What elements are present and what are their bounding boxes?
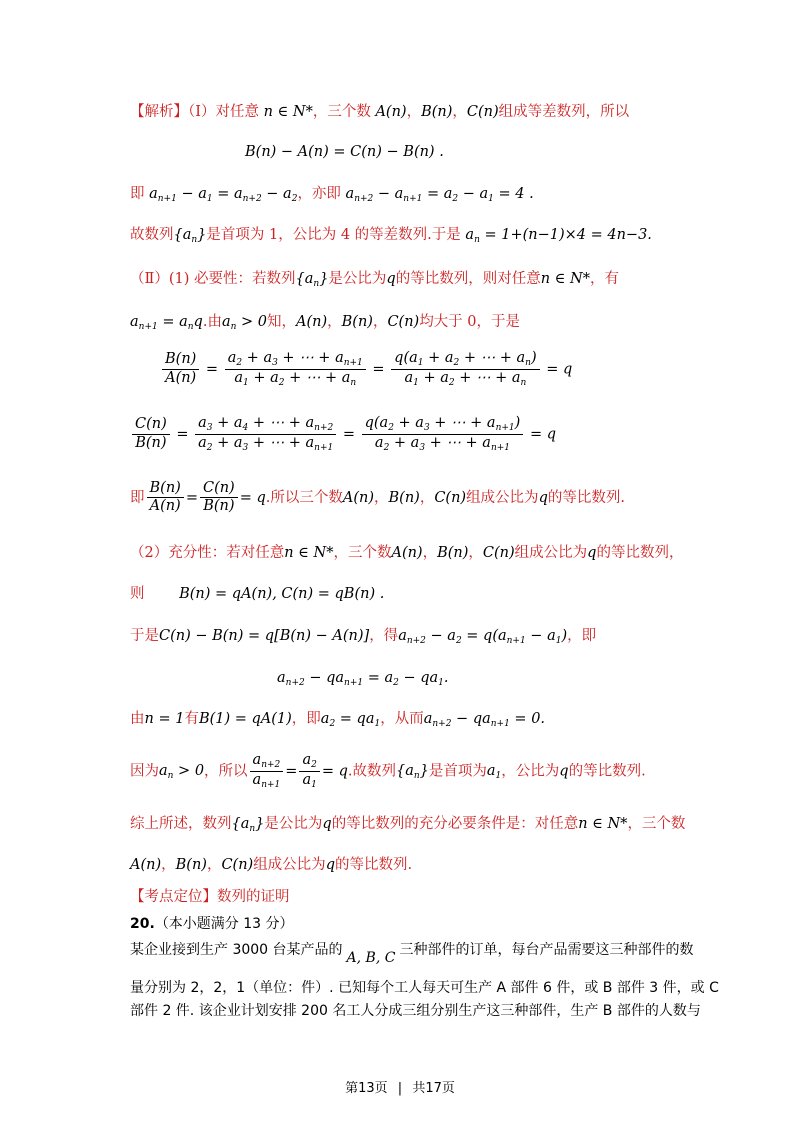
problem-20-line-2 <box>130 980 719 997</box>
sufficiency-line-6: 因为$a_n > 0$，所以 $\frac{a_{n+2}}{a_{n+1}}$ = $\frac{a_2}{a_1}$ = q.故数列$\{a_n\}$是首项为$a_1$，公比为q的等比数列. <box>130 752 646 790</box>
math: q <box>322 816 332 832</box>
math: q <box>386 271 396 287</box>
math: C(n) − B(n) = q[B(n) − A(n)] <box>159 628 370 644</box>
text: 是首项为 <box>428 763 487 780</box>
math: C(n) <box>466 104 499 120</box>
text: 均大于 0，于是 <box>419 314 521 330</box>
text: ，即 <box>291 711 321 727</box>
text: 组成公比为 <box>253 857 326 873</box>
math: q <box>325 857 335 873</box>
separator: | <box>397 1081 403 1096</box>
math: B(n) = qA(n), C(n) = qB(n) . <box>179 586 385 602</box>
math: C(n) <box>387 314 420 330</box>
text: 即 <box>130 489 145 506</box>
text: 三种部件的订单，每台产品需要这三种部件的数 <box>399 942 694 958</box>
text: 故数列 <box>130 227 174 243</box>
text: ，所以 <box>204 763 248 780</box>
equation-2 <box>277 670 449 689</box>
fraction: $\frac{C(n)}{B(n)}$ <box>200 480 238 516</box>
text: 知， <box>267 314 296 330</box>
text: 组成公比为 <box>466 489 539 506</box>
math: A, B, C <box>346 950 396 966</box>
page-footer <box>0 1077 800 1096</box>
conclusion-line-2: A(n)，B(n)，C(n)组成公比为q的等比数列. <box>130 857 413 873</box>
equation-1 <box>245 144 444 161</box>
sufficiency-line-3 <box>130 628 596 647</box>
math: A(n) <box>296 314 328 330</box>
math: $a_{n+2} - a_{n+1} = a_2 - a_1 = 4$ . <box>345 186 534 204</box>
fraction: $\frac{C(n)}{B(n)}$ <box>132 416 170 452</box>
math: $a_1$ <box>486 763 502 782</box>
problem-20-line-1 <box>130 942 694 966</box>
text: （Ⅱ）(1) 必要性：若数列 <box>130 271 296 287</box>
text: ，得 <box>369 628 399 644</box>
solution-line-1: 【解析】（Ⅰ）对任意 n ∈ N*，三个数 A(n)，B(n)，C(n)组成等差数列，所以 <box>130 104 630 120</box>
necessity-conclusion: 即 $\frac{B(n)}{A(n)}$ = $\frac{C(n)}{B(n)}$ = q.所以三个数A(n)，B(n)，C(n)组成公比为q的等比数列. <box>130 480 625 515</box>
math: B(n) <box>341 314 373 330</box>
necessity-head <box>130 271 619 290</box>
text: ，从而 <box>380 711 424 727</box>
text: ，亦即 <box>297 186 341 202</box>
math: $a_{n+1} - a_1 = a_{n+2} - a_2$ <box>149 186 298 204</box>
problem-score: （本小题满分 13 分） <box>154 916 294 932</box>
text: 则 <box>130 586 145 602</box>
kaodian-text: 数列的证明 <box>217 889 290 905</box>
ratio-equation-2: $\frac{C(n)}{B(n)}$ = $\frac{a_3 + a_4 + \cdots + a_{n+2}}{a_2 + a_3 + \cdots + a_{n+1}}$ = $\frac{q(a_2 + a_3 + \cdots + a_{n+1})}{a_2 + a_3 + \cdots + a_{n+1}}$ = q <box>130 415 556 454</box>
text: ，三个数 <box>627 816 686 832</box>
math: B(n) <box>421 104 453 120</box>
problem-number: 20. <box>130 916 155 932</box>
fraction: $\frac{q(a_1 + a_2 + \cdots + a_n)}{a_1 + a_2 + \cdots + a_n}$ <box>391 350 539 389</box>
text: （Ⅰ）对任意 <box>188 104 259 120</box>
math: $a_n > 0$ <box>221 314 267 332</box>
math: A(n) <box>342 489 374 506</box>
analysis-tag: 【解析】 <box>130 104 188 120</box>
math: $a_n = 1+(n-1)\times 4 = 4n-3$. <box>465 227 652 245</box>
text: .所以三个数 <box>265 489 343 506</box>
text: 是公比为 <box>264 816 323 832</box>
text: 于是 <box>130 628 159 644</box>
kaodian-line <box>130 889 290 906</box>
math: n ∈ N* <box>284 545 334 561</box>
text: 由 <box>130 711 145 727</box>
problem-20-header <box>130 916 294 933</box>
math: B(1) = qA(1) <box>198 711 292 727</box>
text: .由 <box>202 314 222 330</box>
text: 的等比数列. <box>547 489 625 506</box>
fraction: $\frac{a_2 + a_3 + \cdots + a_{n+1}}{a_1 + a_2 + \cdots + a_n}$ <box>225 350 366 389</box>
sufficiency-line-5 <box>130 711 545 730</box>
kaodian-tag: 【考点定位】 <box>130 889 217 905</box>
text: .故数列 <box>347 763 396 780</box>
math: n ∈ N* <box>578 816 628 832</box>
text: 的等比数列，则对任意 <box>395 271 541 287</box>
text: 某企业接到生产 3000 台某产品的 <box>130 942 343 958</box>
math: q <box>587 545 597 561</box>
fraction: $\frac{a_{n+2}}{a_{n+1}}$ <box>250 752 284 791</box>
text: 有 <box>184 711 199 727</box>
text: 即 <box>130 186 145 202</box>
conclusion-line-1 <box>130 816 685 835</box>
math: $a_{n+2} - qa_{n+1} = 0$. <box>423 711 546 729</box>
fraction: $\frac{B(n)}{A(n)}$ <box>162 351 199 387</box>
math: $a_2 = qa_1$ <box>320 711 381 729</box>
text: （2）充分性：若对任意 <box>130 545 285 561</box>
math: A(n) <box>375 104 407 120</box>
math: $a_{n+2} - qa_{n+1} = a_2 - qa_1$. <box>277 670 449 688</box>
text: 是首项为 1，公比为 4 的等差数列.于是 <box>206 227 461 243</box>
math: n ∈ N* <box>540 271 590 287</box>
text: ，有 <box>589 271 619 287</box>
math: B(n) <box>437 545 469 561</box>
math: n = 1 <box>144 711 185 727</box>
math: C(n) <box>482 545 515 561</box>
text: 组成等差数列，所以 <box>498 104 630 120</box>
math: q <box>538 489 548 506</box>
math: C(n) <box>221 857 254 873</box>
text: ，即 <box>567 628 597 644</box>
math: C(n) <box>434 489 467 506</box>
math: B(n) <box>175 857 207 873</box>
math: $a_{n+1} = a_nq$ <box>130 314 203 332</box>
text: 综上所述，数列 <box>130 816 232 832</box>
math: A(n) <box>391 545 423 561</box>
sufficiency-head: （2）充分性：若对任意n ∈ N*，三个数A(n)，B(n)，C(n)组成公比为q的等比数列， <box>130 545 684 561</box>
math: B(n) <box>388 489 420 506</box>
text: ，三个数 <box>312 104 371 120</box>
problem-20-line-3 <box>130 1003 701 1020</box>
math: n ∈ N* <box>263 104 313 120</box>
text: ，公比为 <box>501 763 560 780</box>
text: 的等比数列. <box>334 857 413 873</box>
fraction: $\frac{a_2}{a_1}$ <box>299 752 319 791</box>
math: $a_{n+2} - a_2 = q(a_{n+1} - a_1)$ <box>398 628 568 646</box>
sufficiency-line-2 <box>130 586 384 603</box>
text: 部件 2 件. 该企业计划安排 200 名工人分成三组分别生产这三种部件，生产 B 部件的人数与 <box>130 1003 701 1019</box>
text: 的等比数列的充分必要条件是：对任意 <box>331 816 579 832</box>
math: A(n) <box>130 857 162 873</box>
math: B(n) − A(n) = C(n) − B(n) . <box>245 144 444 160</box>
solution-line-2 <box>130 186 534 205</box>
page-total: 共17页 <box>412 1081 455 1096</box>
fraction: $\frac{a_3 + a_4 + \cdots + a_{n+2}}{a_2 + a_3 + \cdots + a_{n+1}}$ <box>195 415 336 454</box>
ratio-equation-1: $\frac{B(n)}{A(n)}$ = $\frac{a_2 + a_3 + \cdots + a_{n+1}}{a_1 + a_2 + \cdots + a_n}$ = $\frac{q(a_1 + a_2 + \cdots + a_n)}{a_1 + a_2 + \cdots + a_n}$ = q <box>160 350 572 389</box>
text: 的等比数列. <box>568 763 646 780</box>
math: $a_n > 0$ <box>159 763 205 782</box>
text: 的等比数列， <box>596 545 684 561</box>
fraction: $\frac{B(n)}{A(n)}$ <box>147 480 184 516</box>
math: $\{a_n\}$ <box>295 271 329 289</box>
necessity-line-2: $a_{n+1} = a_nq$.由$a_n > 0$知，A(n)，B(n)，C(n)均大于 0，于是 <box>130 314 521 332</box>
text: 量分别为 2，2，1（单位：件）. 已知每个工人每天可生产 A 部件 6 件，或 B 部件 3 件，或 C <box>130 980 719 996</box>
math: $\{a_n\}$ <box>231 816 265 834</box>
math: $\{a_n\}$ <box>173 227 207 245</box>
text: 因为 <box>130 763 159 780</box>
fraction: $\frac{q(a_2 + a_3 + \cdots + a_{n+1})}{a_2 + a_3 + \cdots + a_{n+1}}$ <box>362 415 524 454</box>
math: $\{a_n\}$ <box>395 763 429 782</box>
text: 是公比为 <box>328 271 387 287</box>
text: 组成公比为 <box>514 545 588 561</box>
solution-line-3 <box>130 227 652 246</box>
text: ，三个数 <box>333 545 392 561</box>
page-number: 第13页 <box>345 1081 388 1096</box>
math: q <box>559 763 569 780</box>
